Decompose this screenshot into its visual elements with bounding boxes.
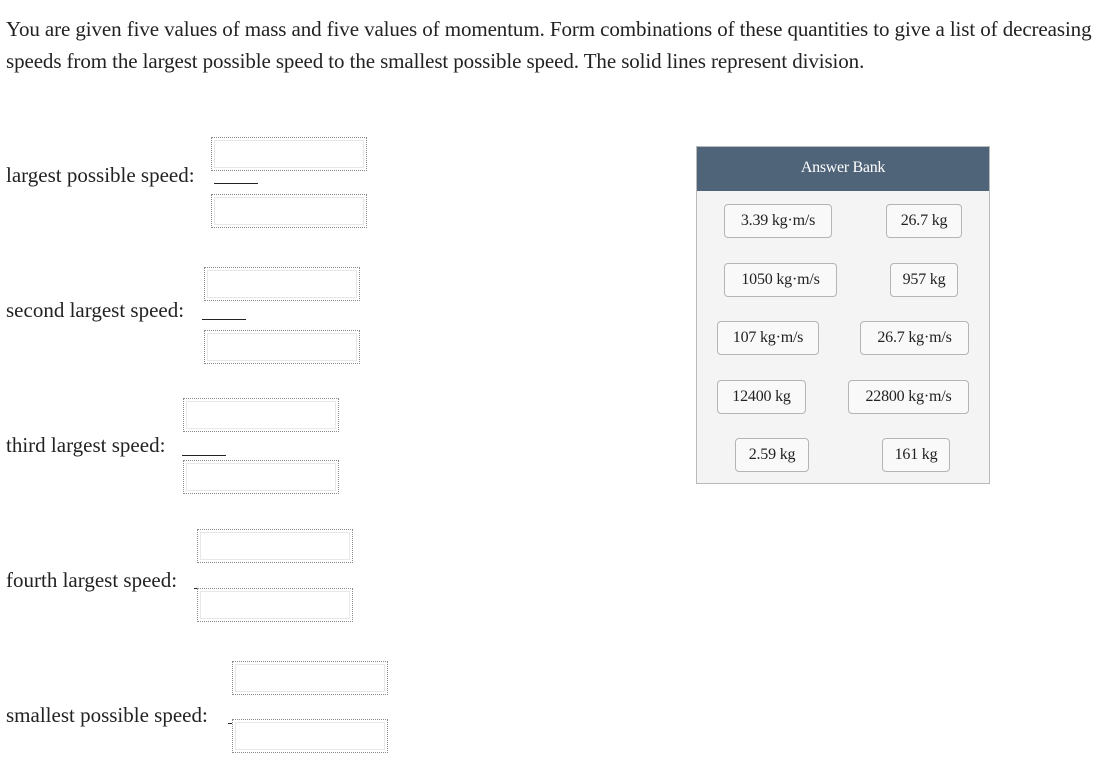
fraction-line	[214, 183, 258, 184]
question-label: largest possible speed:	[6, 163, 195, 187]
denominator-drop-box[interactable]	[183, 460, 339, 494]
answer-bank-title: Answer Bank	[697, 147, 989, 191]
numerator-drop-box[interactable]	[183, 398, 339, 432]
answer-chip[interactable]: 26.7 kg	[886, 204, 962, 238]
denominator-drop-box[interactable]	[197, 588, 353, 622]
numerator-drop-box[interactable]	[232, 661, 388, 695]
question-label: smallest possible speed:	[6, 703, 208, 727]
denominator-drop-box[interactable]	[204, 330, 360, 364]
answer-chip[interactable]: 107 kg·m/s	[717, 321, 819, 355]
question-label: third largest speed:	[6, 433, 166, 457]
answer-chip[interactable]: 12400 kg	[717, 380, 806, 414]
question-label: second largest speed:	[6, 298, 185, 322]
answer-chip[interactable]: 957 kg	[890, 263, 958, 297]
denominator-drop-box[interactable]	[232, 719, 388, 753]
fraction-line	[182, 455, 226, 456]
numerator-drop-box[interactable]	[211, 137, 367, 171]
fraction-line	[202, 319, 246, 320]
question-label: fourth largest speed:	[6, 568, 178, 592]
answer-chip[interactable]: 3.39 kg·m/s	[724, 204, 832, 238]
answer-chip[interactable]: 161 kg	[882, 438, 950, 472]
instructions-text: You are given five values of mass and five values of momentum. Form combinations of these quantities to give a list of decreasing speeds from the largest possible speed to the smallest possible speed. The solid lines represent division.	[6, 17, 1092, 73]
answer-bank	[696, 146, 990, 484]
denominator-drop-box[interactable]	[211, 194, 367, 228]
answer-chip[interactable]: 26.7 kg·m/s	[860, 321, 969, 355]
answer-chip[interactable]: 22800 kg·m/s	[848, 380, 969, 414]
numerator-drop-box[interactable]	[197, 529, 353, 563]
answer-chip[interactable]: 1050 kg·m/s	[724, 263, 837, 297]
numerator-drop-box[interactable]	[204, 267, 360, 301]
answer-chip[interactable]: 2.59 kg	[735, 438, 809, 472]
